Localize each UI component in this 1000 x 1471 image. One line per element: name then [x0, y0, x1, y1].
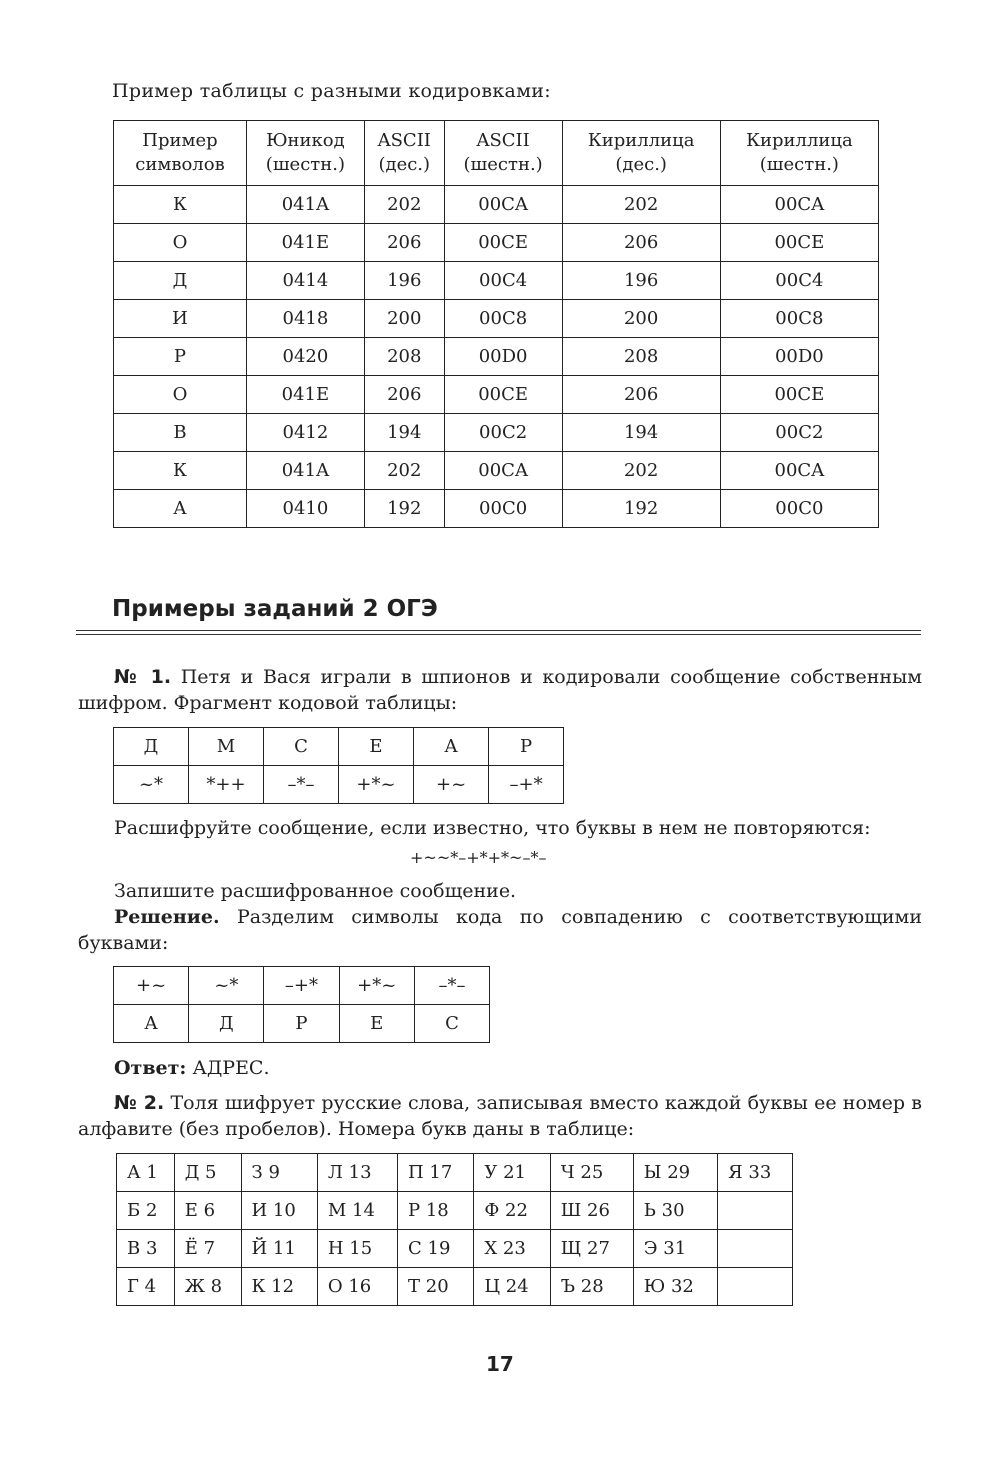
encoding-cell: 041A: [246, 186, 364, 224]
encoding-cell: 196: [364, 262, 444, 300]
solution-code-cell: –*–: [414, 967, 489, 1005]
alphabet-cell: Ю 32: [633, 1268, 717, 1306]
alphabet-table: [116, 1153, 793, 1306]
encoding-cell: 200: [364, 300, 444, 338]
alphabet-cell: Ы 29: [633, 1154, 717, 1192]
alphabet-cell: Д 5: [174, 1154, 241, 1192]
alphabet-cell: Э 31: [633, 1230, 717, 1268]
alphabet-cell: А 1: [117, 1154, 175, 1192]
cipher-letters-row: [114, 728, 564, 766]
heading-rule-bottom: [76, 634, 921, 635]
alphabet-cell: Ъ 28: [550, 1268, 633, 1306]
encoding-cell: И: [114, 300, 247, 338]
encoding-cell: 00D0: [720, 338, 878, 376]
alphabet-cell: Ё 7: [174, 1230, 241, 1268]
task1-solution: [78, 904, 922, 956]
intro-text: Пример таблицы с разными кодировками:: [112, 80, 551, 102]
encoding-row: [114, 262, 879, 300]
encoding-cell: 0420: [246, 338, 364, 376]
task1-text: Петя и Вася играли в шпионов и кодировали сообщение собственным шифром. Фрагмент кодовой таблицы:: [78, 666, 922, 714]
encoding-cell: 00D0: [444, 338, 562, 376]
encoding-row: [114, 376, 879, 414]
encoding-cell: 00CE: [720, 376, 878, 414]
encoding-cell: 202: [364, 452, 444, 490]
encoding-cell: 194: [364, 414, 444, 452]
cipher-code-cell: –+*: [489, 766, 564, 804]
encoding-table: [113, 120, 879, 528]
cipher-letter-cell: С: [264, 728, 339, 766]
encoding-cell: В: [114, 414, 247, 452]
encoding-cell: 00C4: [444, 262, 562, 300]
alphabet-cell: З 9: [241, 1154, 317, 1192]
cipher-letter-cell: Д: [114, 728, 189, 766]
alphabet-cell: Г 4: [117, 1268, 175, 1306]
encoding-header-line: (дес.): [615, 154, 667, 175]
alphabet-cell: Ь 30: [633, 1192, 717, 1230]
solution-code-cell: +*~: [339, 967, 414, 1005]
solution-letter-cell: Е: [339, 1005, 414, 1043]
encoding-cell: 00CA: [444, 452, 562, 490]
alphabet-cell: Ж 8: [174, 1268, 241, 1306]
encoding-row: [114, 186, 879, 224]
encoding-cell: 206: [562, 376, 720, 414]
encoding-header-cell: [720, 121, 878, 186]
page-number: 17: [486, 1352, 514, 1376]
encoding-table-body: [114, 186, 879, 528]
encoding-cell: 200: [562, 300, 720, 338]
encoding-cell: 00C4: [720, 262, 878, 300]
encoding-cell: Р: [114, 338, 247, 376]
encoding-cell: 202: [562, 186, 720, 224]
alphabet-cell: С 19: [398, 1230, 474, 1268]
encoding-cell: 00CE: [444, 224, 562, 262]
encoding-header-cell: [364, 121, 444, 186]
alphabet-cell: Х 23: [474, 1230, 550, 1268]
cipher-letter-cell: Р: [489, 728, 564, 766]
encoding-cell: 202: [364, 186, 444, 224]
alphabet-cell: [718, 1268, 793, 1306]
alphabet-cell: [718, 1230, 793, 1268]
encoding-cell: 194: [562, 414, 720, 452]
encoding-cell: 00C2: [444, 414, 562, 452]
encoding-row: [114, 414, 879, 452]
solution-table: [113, 966, 490, 1043]
alphabet-cell: В 3: [117, 1230, 175, 1268]
alphabet-cell: К 12: [241, 1268, 317, 1306]
alphabet-cell: Ч 25: [550, 1154, 633, 1192]
encoding-header-line: (дес.): [378, 154, 431, 175]
alphabet-cell: [718, 1192, 793, 1230]
encoding-cell: 00CA: [444, 186, 562, 224]
task2-number: № 2.: [114, 1092, 165, 1114]
encoding-cell: 00C0: [720, 490, 878, 528]
solution-letters-row: [114, 1005, 490, 1043]
alphabet-cell: П 17: [398, 1154, 474, 1192]
alphabet-cell: Щ 27: [550, 1230, 633, 1268]
encoding-cell: Д: [114, 262, 247, 300]
alphabet-cell: Р 18: [398, 1192, 474, 1230]
cipher-code-cell: –*–: [264, 766, 339, 804]
alphabet-cell: М 14: [317, 1192, 397, 1230]
encoding-cell: 00C8: [444, 300, 562, 338]
encoding-cell: 00CA: [720, 186, 878, 224]
encoding-table-header-row: [114, 121, 879, 186]
alphabet-table-body: [117, 1154, 793, 1306]
alphabet-cell: Т 20: [398, 1268, 474, 1306]
alphabet-cell: Б 2: [117, 1192, 175, 1230]
task1-answer: [78, 1055, 922, 1081]
section-heading: Примеры заданий 2 ОГЭ: [112, 596, 438, 622]
task2-text: Толя шифрует русские слова, записывая вместо каждой буквы ее номер в алфавите (без пробелов). Номера букв даны в таблице:: [78, 1092, 922, 1140]
solution-letter-cell: Д: [189, 1005, 264, 1043]
encoding-header-line: Кириллица: [746, 130, 853, 151]
encoding-row: [114, 490, 879, 528]
alphabet-cell: Л 13: [317, 1154, 397, 1192]
task1-statement: [78, 664, 922, 716]
solution-text: Разделим символы кода по совпадению с соответствующими буквами:: [78, 906, 922, 954]
cipher-code-cell: +~: [414, 766, 489, 804]
encoding-cell: 0418: [246, 300, 364, 338]
cipher-code-cell: *++: [188, 766, 263, 804]
alphabet-cell: Ф 22: [474, 1192, 550, 1230]
encoding-cell: 206: [562, 224, 720, 262]
encoding-cell: 202: [562, 452, 720, 490]
solution-code-cell: ~*: [189, 967, 264, 1005]
encoding-cell: 196: [562, 262, 720, 300]
encoding-header-cell: [444, 121, 562, 186]
encoding-header-line: Юникод: [266, 130, 345, 151]
encoding-header-line: Пример: [142, 130, 218, 151]
encoding-header-cell: [114, 121, 247, 186]
solution-letter-cell: С: [414, 1005, 489, 1043]
encoding-cell: 192: [562, 490, 720, 528]
encoding-cell: 208: [562, 338, 720, 376]
encoding-header-line: (шестн.): [463, 154, 543, 175]
encoding-row: [114, 452, 879, 490]
task1-instruction: Запишите расшифрованное сообщение.: [114, 880, 517, 902]
alphabet-row: [117, 1230, 793, 1268]
alphabet-row: [117, 1154, 793, 1192]
encoding-cell: 00CE: [720, 224, 878, 262]
encoding-header-cell: [246, 121, 364, 186]
encoding-cell: О: [114, 224, 247, 262]
encoding-header-line: (шестн.): [265, 154, 345, 175]
encoding-cell: 041E: [246, 376, 364, 414]
alphabet-cell: Ц 24: [474, 1268, 550, 1306]
alphabet-cell: У 21: [474, 1154, 550, 1192]
task1-code: +~~*–+*+*~–*–: [410, 848, 547, 867]
alphabet-cell: Е 6: [174, 1192, 241, 1230]
cipher-codes-row: [114, 766, 564, 804]
answer-label: Ответ:: [114, 1057, 187, 1079]
solution-code-cell: –+*: [264, 967, 339, 1005]
cipher-letter-cell: А: [414, 728, 489, 766]
cipher-code-cell: ~*: [114, 766, 189, 804]
task1-question: Расшифруйте сообщение, если известно, что буквы в нем не повторяются:: [114, 817, 871, 839]
cipher-table: [113, 727, 564, 804]
task2-statement: [78, 1090, 922, 1142]
cipher-letter-cell: Е: [338, 728, 413, 766]
encoding-row: [114, 338, 879, 376]
encoding-header-line: символов: [135, 154, 225, 175]
encoding-header-line: (шестн.): [759, 154, 839, 175]
encoding-cell: О: [114, 376, 247, 414]
solution-letter-cell: А: [114, 1005, 189, 1043]
encoding-cell: К: [114, 186, 247, 224]
encoding-header-line: Кириллица: [587, 130, 695, 151]
alphabet-cell: Н 15: [317, 1230, 397, 1268]
encoding-cell: 00C0: [444, 490, 562, 528]
cipher-letter-cell: М: [188, 728, 263, 766]
alphabet-cell: О 16: [317, 1268, 397, 1306]
encoding-cell: 0412: [246, 414, 364, 452]
encoding-row: [114, 300, 879, 338]
encoding-cell: 00C2: [720, 414, 878, 452]
encoding-cell: К: [114, 452, 247, 490]
encoding-cell: 00CA: [720, 452, 878, 490]
solution-code-cell: +~: [114, 967, 189, 1005]
encoding-cell: 041A: [246, 452, 364, 490]
encoding-cell: А: [114, 490, 247, 528]
encoding-cell: 192: [364, 490, 444, 528]
encoding-cell: 206: [364, 376, 444, 414]
task1-number: № 1.: [114, 666, 172, 688]
encoding-cell: 041E: [246, 224, 364, 262]
encoding-header-line: ASCII: [476, 130, 530, 151]
encoding-cell: 206: [364, 224, 444, 262]
solution-letter-cell: Р: [264, 1005, 339, 1043]
encoding-cell: 0410: [246, 490, 364, 528]
alphabet-cell: Й 11: [241, 1230, 317, 1268]
encoding-row: [114, 224, 879, 262]
answer-text: АДРЕС.: [186, 1057, 270, 1079]
heading-rule-top: [76, 630, 921, 631]
encoding-header-line: ASCII: [377, 130, 431, 151]
alphabet-row: [117, 1192, 793, 1230]
alphabet-cell: Ш 26: [550, 1192, 633, 1230]
encoding-cell: 0414: [246, 262, 364, 300]
solution-label: Решение.: [114, 906, 220, 928]
alphabet-cell: Я 33: [718, 1154, 793, 1192]
encoding-header-cell: [562, 121, 720, 186]
encoding-cell: 00C8: [720, 300, 878, 338]
encoding-cell: 00CE: [444, 376, 562, 414]
alphabet-cell: И 10: [241, 1192, 317, 1230]
solution-codes-row: [114, 967, 490, 1005]
cipher-code-cell: +*~: [338, 766, 413, 804]
encoding-cell: 208: [364, 338, 444, 376]
alphabet-row: [117, 1268, 793, 1306]
